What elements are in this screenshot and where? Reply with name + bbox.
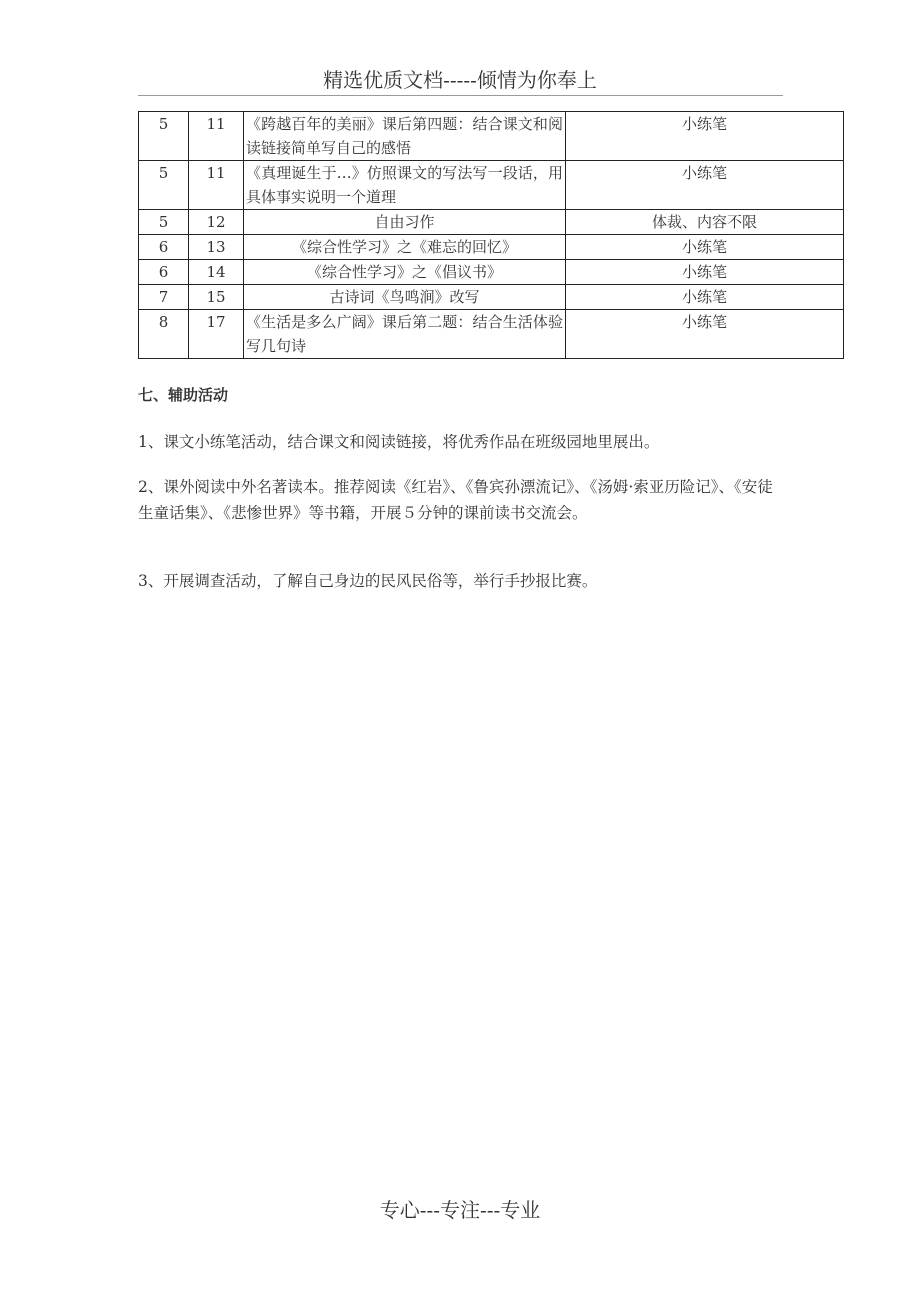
content-cell: 古诗词《鸟鸣涧》改写 <box>244 285 566 310</box>
writing-plan-table <box>138 111 844 359</box>
content-cell: 《综合性学习》之《难忘的回忆》 <box>244 235 566 260</box>
form-cell: 小练笔 <box>566 260 844 285</box>
table-row <box>139 112 844 161</box>
content-cell: 《真理诞生于…》仿照课文的写法写一段话，用具体事实说明一个道理 <box>244 161 566 210</box>
form-cell: 小练笔 <box>566 285 844 310</box>
content-cell: 《生活是多么广阔》课后第二题：结合生活体验写几句诗 <box>244 310 566 359</box>
table-row <box>139 161 844 210</box>
lesson-cell: 11 <box>189 161 244 210</box>
lesson-cell: 14 <box>189 260 244 285</box>
lesson-cell: 17 <box>189 310 244 359</box>
section-heading: 七、辅助活动 <box>138 386 229 404</box>
table-row <box>139 210 844 235</box>
unit-cell: 7 <box>139 285 189 310</box>
form-cell: 体裁、内容不限 <box>566 210 844 235</box>
table-row <box>139 235 844 260</box>
header-divider <box>138 95 783 96</box>
lesson-cell: 13 <box>189 235 244 260</box>
activity-item-2: 2、课外阅读中外名著读本。推荐阅读《红岩》、《鲁宾孙漂流记》、《汤姆·索亚历险记》、《安徒生童话集》、《悲惨世界》等书籍，开展５分钟的课前读书交流会。 <box>138 478 773 522</box>
table-row <box>139 310 844 359</box>
lesson-cell: 11 <box>189 112 244 161</box>
lesson-cell: 12 <box>189 210 244 235</box>
table-row <box>139 260 844 285</box>
form-cell: 小练笔 <box>566 310 844 359</box>
content-cell: 自由习作 <box>244 210 566 235</box>
activity-item-3: 3、开展调查活动，了解自己身边的民风民俗等，举行手抄报比赛。 <box>138 572 598 590</box>
unit-cell: 6 <box>139 235 189 260</box>
form-cell: 小练笔 <box>566 112 844 161</box>
lesson-cell: 15 <box>189 285 244 310</box>
page-header-title: 精选优质文档-----倾情为你奉上 <box>323 68 597 92</box>
table-row <box>139 285 844 310</box>
unit-cell: 5 <box>139 112 189 161</box>
unit-cell: 5 <box>139 161 189 210</box>
form-cell: 小练笔 <box>566 161 844 210</box>
content-cell: 《综合性学习》之《倡议书》 <box>244 260 566 285</box>
unit-cell: 6 <box>139 260 189 285</box>
unit-cell: 5 <box>139 210 189 235</box>
unit-cell: 8 <box>139 310 189 359</box>
activity-item-1: 1、课文小练笔活动，结合课文和阅读链接，将优秀作品在班级园地里展出。 <box>138 433 660 451</box>
content-cell: 《跨越百年的美丽》课后第四题：结合课文和阅读链接简单写自己的感悟 <box>244 112 566 161</box>
page-footer: 专心---专注---专业 <box>379 1198 541 1222</box>
form-cell: 小练笔 <box>566 235 844 260</box>
